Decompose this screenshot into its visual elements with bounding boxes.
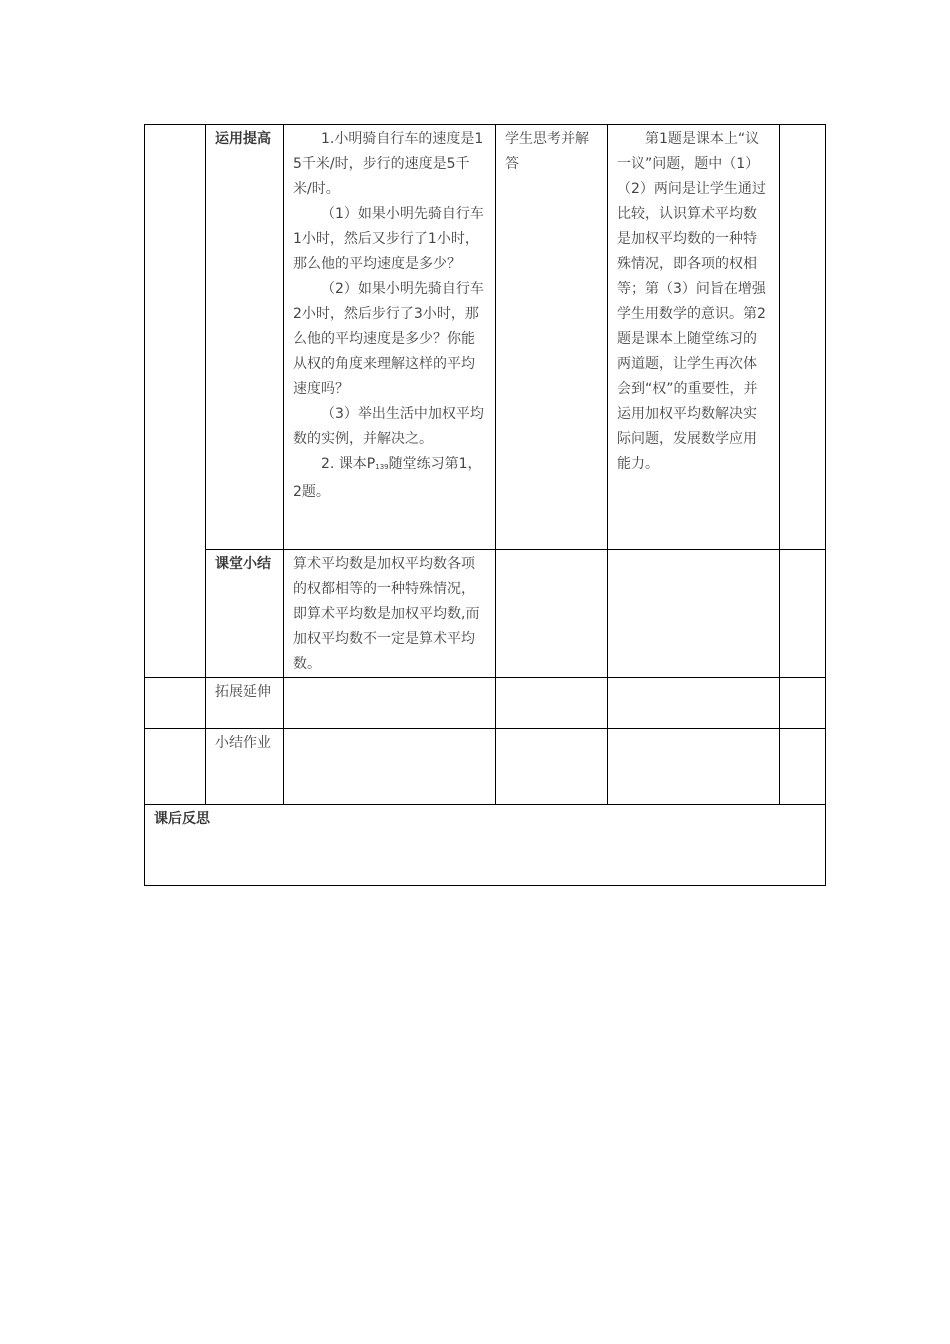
- phase-cell: [145, 678, 206, 729]
- student-activity-cell: [496, 678, 608, 729]
- student-activity-cell: [496, 550, 608, 678]
- section-label-extend: 拓展延伸: [206, 678, 284, 729]
- table-row-reflection: [145, 805, 826, 886]
- content-cell-summary: 算术平均数是加权平均数各项的权都相等的一种特殊情况，即算术平均数是加权平均数,而加权平均数不一定是算术平均数。: [284, 550, 496, 678]
- notes-cell: [780, 550, 826, 678]
- content-paragraph: （2）如果小明先骑自行车2小时，然后步行了3小时，那么他的平均速度是多少？你能从权的角度来理解这样的平均速度吗？: [293, 281, 484, 397]
- reflection-cell: 课后反思: [145, 805, 826, 886]
- content-paragraph: （1）如果小明先骑自行车1小时，然后又步行了1小时，那么他的平均速度是多少？: [293, 206, 484, 272]
- table-row-apply: [145, 125, 826, 550]
- content-text: 2. 课本P: [321, 456, 376, 472]
- notes-cell: [780, 125, 826, 550]
- page-number-subscript: 139: [375, 463, 389, 471]
- table-row-homework: [145, 729, 826, 805]
- design-intent-cell: [608, 729, 780, 805]
- content-text: 随堂练习第1，2题。: [293, 456, 482, 500]
- design-intent-cell: 第1题是课本上“议一议”问题，题中（1）（2）两问是让学生通过比较，认识算术平均数是加权平均数的一种特殊情况，即各项的权相等；第（3）问旨在增强学生用数学的意识。第2题是课本上随堂练习的两道题，让学生再次体会到“权”的重要性，并运用加权平均数解决实际问题，发展数学应用能力。: [608, 125, 780, 550]
- section-label-apply: 运用提高: [206, 125, 284, 550]
- content-paragraph: （3）举出生活中加权平均数的实例，并解决之。: [293, 406, 484, 447]
- student-activity-cell: 学生思考并解答: [496, 125, 608, 550]
- notes-cell: [780, 729, 826, 805]
- phase-cell: [145, 125, 206, 678]
- lesson-plan-table: [144, 124, 826, 886]
- table-row-extend: [145, 678, 826, 729]
- section-label-summary: 课堂小结: [206, 550, 284, 678]
- notes-cell: [780, 678, 826, 729]
- student-activity-cell: [496, 729, 608, 805]
- content-cell-extend: [284, 678, 496, 729]
- content-paragraph: 1.小明骑自行车的速度是15千米/时，步行的速度是5千米/时。: [293, 131, 484, 197]
- phase-cell: [145, 729, 206, 805]
- section-label-homework: 小结作业: [206, 729, 284, 805]
- design-intent-cell: [608, 550, 780, 678]
- design-intent-cell: [608, 678, 780, 729]
- table-row-summary: [145, 550, 826, 678]
- content-paragraph: [293, 452, 486, 505]
- content-cell-homework: [284, 729, 496, 805]
- content-cell-apply: [284, 125, 496, 550]
